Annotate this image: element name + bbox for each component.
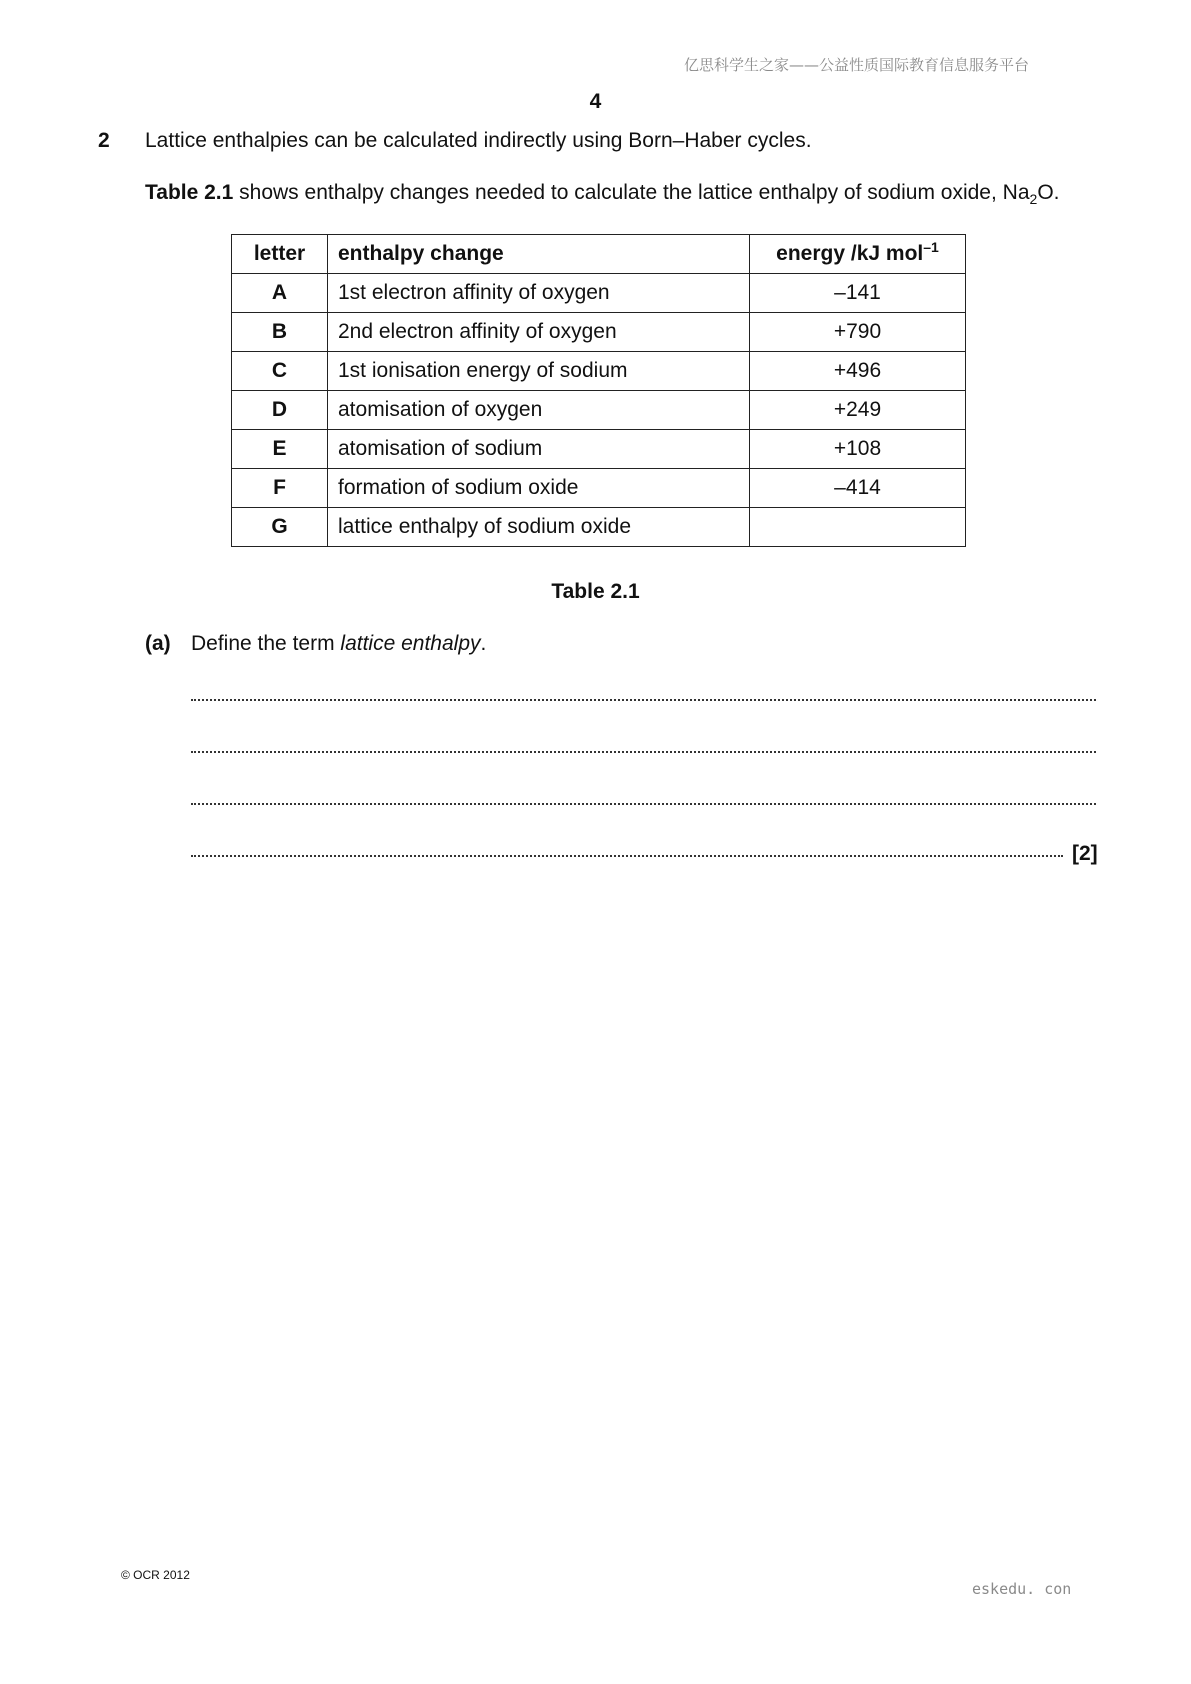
table-row (232, 469, 966, 508)
part-a-end: . (480, 632, 487, 655)
cell-energy: –141 (750, 274, 966, 313)
formula-subscript: 2 (1029, 191, 1038, 207)
marks-label: [2] (1068, 842, 1098, 866)
cell-letter: E (232, 430, 328, 469)
cell-letter: A (232, 274, 328, 313)
header-energy-unit: energy /kJ mol (776, 242, 924, 265)
table-caption: Table 2.1 (551, 580, 640, 603)
cell-letter: D (232, 391, 328, 430)
table-row (232, 313, 966, 352)
question-number: 2 (98, 129, 110, 152)
cell-letter: C (232, 352, 328, 391)
cell-enthalpy-change: 1st ionisation energy of sodium (328, 352, 750, 391)
cell-letter: B (232, 313, 328, 352)
table-row (232, 508, 966, 547)
header-energy-sup: –1 (923, 239, 939, 255)
copyright: © OCR 2012 (121, 1568, 190, 1582)
part-a-prompt: Define the term (191, 632, 341, 655)
cell-energy: +496 (750, 352, 966, 391)
question-text: Lattice enthalpies can be calculated indirectly using Born–Haber cycles. (145, 129, 812, 152)
header-watermark: 亿思科学生之家——公益性质国际教育信息服务平台 (684, 56, 1030, 74)
enthalpy-table (231, 234, 966, 547)
table-row (232, 430, 966, 469)
answer-line-1[interactable] (191, 697, 1096, 701)
table-intro (145, 181, 1059, 205)
table-header-row (232, 235, 966, 274)
header-letter: letter (232, 235, 328, 274)
intro-end: O. (1037, 181, 1060, 204)
table-row (232, 352, 966, 391)
cell-letter: G (232, 508, 328, 547)
answer-line-2[interactable] (191, 749, 1096, 753)
cell-enthalpy-change: lattice enthalpy of sodium oxide (328, 508, 750, 547)
header-enthalpy-change: enthalpy change (328, 235, 750, 274)
cell-enthalpy-change: 1st electron affinity of oxygen (328, 274, 750, 313)
page-number: 4 (589, 90, 602, 113)
cell-enthalpy-change: 2nd electron affinity of oxygen (328, 313, 750, 352)
cell-energy: +790 (750, 313, 966, 352)
cell-letter: F (232, 469, 328, 508)
table-row (232, 391, 966, 430)
cell-energy: +108 (750, 430, 966, 469)
header-energy (750, 235, 966, 274)
cell-enthalpy-change: formation of sodium oxide (328, 469, 750, 508)
cell-enthalpy-change: atomisation of sodium (328, 430, 750, 469)
cell-energy: –414 (750, 469, 966, 508)
cell-enthalpy-change: atomisation of oxygen (328, 391, 750, 430)
cell-energy: +249 (750, 391, 966, 430)
part-a-text (191, 632, 486, 656)
answer-line-4[interactable] (191, 853, 1063, 857)
cell-energy (750, 508, 966, 547)
part-a-label: (a) (145, 632, 171, 655)
answer-line-3[interactable] (191, 801, 1096, 805)
footer-watermark: eskedu. con (972, 1580, 1072, 1598)
table-row (232, 274, 966, 313)
table-reference: Table 2.1 (145, 181, 234, 204)
part-a-term: lattice enthalpy (340, 632, 481, 655)
intro-text: shows enthalpy changes needed to calculate the lattice enthalpy of sodium oxide, Na (233, 181, 1030, 204)
